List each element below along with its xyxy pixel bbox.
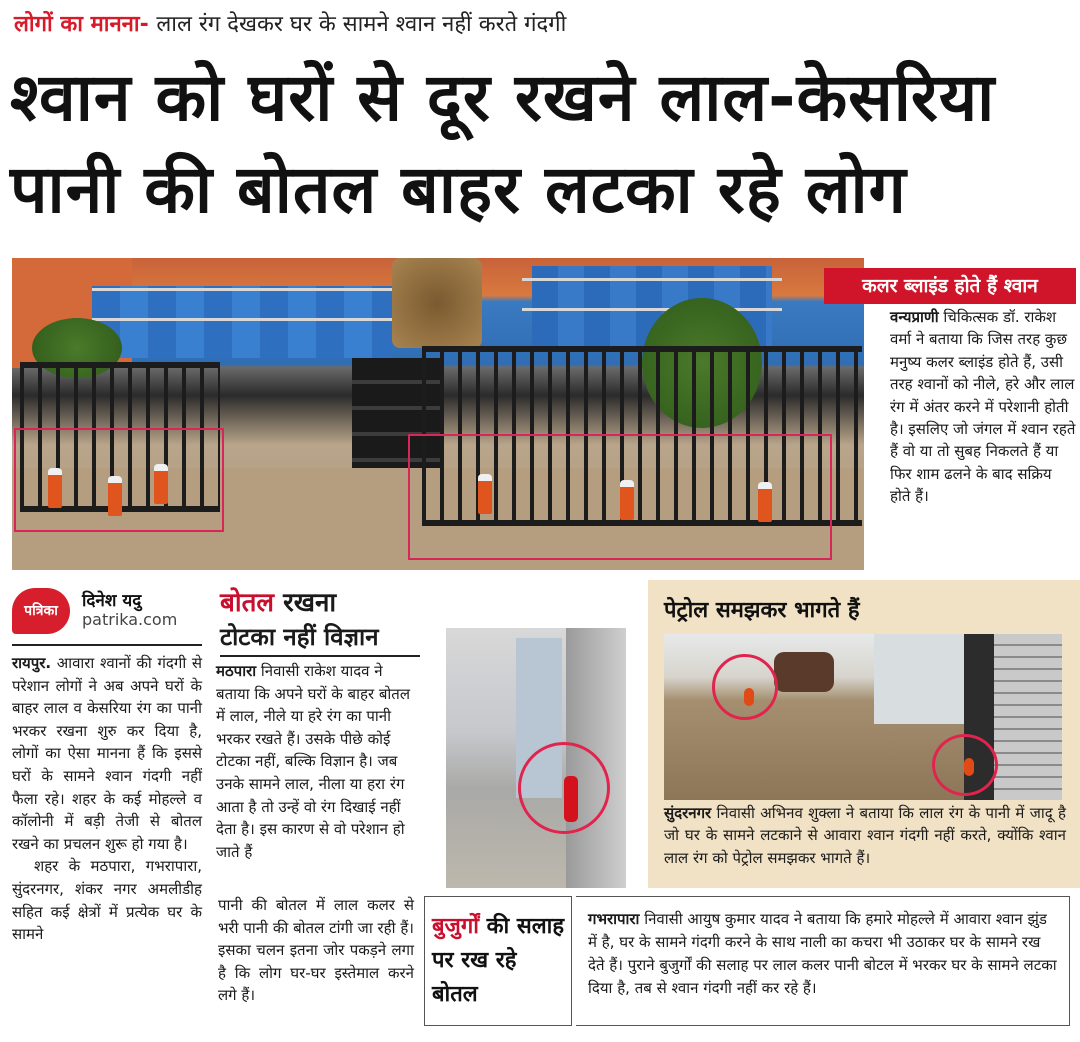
blue-tile-wall-left [92, 286, 392, 358]
middle-lead: मठपारा [216, 662, 257, 680]
railing [522, 308, 782, 311]
author-name: दिनेश यदु [82, 591, 142, 611]
petrol-text [664, 802, 1066, 869]
petrol-title: पेट्रोल समझकर भागते हैं [664, 598, 860, 623]
sidebar-body [890, 306, 1076, 508]
sidebar-title: कलर ब्लाइंड होते हैं श्वान [824, 268, 1076, 304]
highlight-box-right [408, 434, 832, 560]
middle-body: निवासी राकेश यादव ने बताया कि अपने घरों के बाहर बोतल में लाल, नीले या हरे रंग का पानी भरकर रखते हैं। उसके पीछे कोई टोटका नहीं, बल्कि विज्ञान है। जब उनके सामने लाल, नीला या हरा रंग आता है तो उन्हें वो रंग दिखाई नहीं देता है। इस कारण से वो परेशान हो जाते हैं [216, 662, 411, 861]
highlight-circle [932, 734, 998, 796]
middle-head-red: बोतल [220, 588, 275, 618]
petrol-photo [664, 634, 1062, 800]
petrol-lead: सुंदरनगर [664, 804, 712, 822]
left-para-2: शहर के मठपारा, गभरापारा, सुंदरनगर, शंकर नगर अमलीडीह सहित कई क्षेत्रों में प्रत्येक घर के सामने [12, 857, 202, 944]
headline [10, 52, 1070, 236]
kicker-text: लाल रंग देखकर घर के सामने श्वान नहीं करते गंदगी [156, 12, 567, 37]
highlight-circle [518, 742, 610, 834]
sidebar-text: चिकित्सक डॉ. राकेश वर्मा ने बताया कि जिस तरह कुछ मनुष्य कलर ब्लाइंड होते हैं, उसी तरह श्वानों को नीले, हरे और लाल रंग में अंतर करने में परेशानी होती है। इसलिए जो जंगल में श्वान रहते हैं वो या तो सुबह निकलते हैं या फिर शाम ढलने के बाद सक्रिय होते हैं। [890, 308, 1076, 506]
elders-body: निवासी आयुष कुमार यादव ने बताया कि हमारे मोहल्ले में आवारा श्वान झुंड में है, घर के सामने गंदगी करने के साथ नाली का कचरा भी उठाकर घर के सामने रख देते हैं। पुराने बुजुर्गों की सलाह पर लाल कलर पानी बोटल में भरकर घर के सामने लटका दिया है, तब से श्वान गंदगी नहीं कर रहे हैं। [588, 910, 1057, 997]
patrika-logo: पत्रिका [12, 588, 70, 634]
elders-headline [432, 910, 568, 1012]
middle-text-2: पानी की बोतल में लाल कलर से भरी पानी की बोतल टांगी जा रही हैं। इसका चलन इतना जोर पकड़ने लगा है कि लोग घर-घर इस्तेमाल करने लगे हैं। [218, 896, 414, 1005]
middle-text [216, 660, 420, 863]
sidebar-lead: वन्यप्राणी [890, 308, 939, 326]
left-para-1: आवारा श्वानों की गंदगी से परेशान लोगों ने अब अपने घरों के बाहर लाल व केसरिया रंग का पानी भरकर रखना शुरु कर दिया है, लोगों का ऐसा मानना हैं कि इससे घरों के सामने श्वान गंदगी नहीं फैला रहे। शहर के कई मोहल्ले व कॉलोनी में बड़ी तेजी से बोतल रखने का प्रचलन शुरू हो गया है। [12, 654, 202, 853]
highlight-box-left [14, 428, 224, 532]
elders-lead: गभरापारा [588, 910, 640, 928]
petrol-body: निवासी अभिनव शुक्ला ने बताया कि लाल रंग के पानी में जादू है जो घर के सामने लटकाने से आवारा श्वान गंदगी नहीं करते, क्योंकि श्वान लाल रंग को पेट्रोल समझकर भागते हैं। [664, 804, 1066, 867]
railing [522, 278, 782, 281]
tiled-wall [994, 634, 1062, 800]
headline-line-1: श्वान को घरों से दूर रखने लाल-केसरिया [10, 59, 996, 136]
middle-headline-2: टोटका नहीं विज्ञान [220, 620, 420, 657]
middle-head-rest: रखना [274, 588, 337, 618]
main-photo [12, 258, 864, 570]
headline-line-2: पानी की बोतल बाहर लटका रहे लोग [10, 151, 907, 228]
kicker-label: लोगों का मानना- [14, 12, 149, 37]
tree-trunk [392, 258, 482, 348]
dateline: रायपुर. [12, 654, 52, 672]
elders-head-red: बुजुर्गों [432, 914, 479, 939]
railing [92, 288, 392, 291]
parked-bikes [774, 652, 834, 692]
elders-head-rest: की सलाह पर रख रहे बोतल [432, 914, 565, 1007]
author-site: patrika.com [82, 610, 178, 629]
highlight-circle [712, 654, 778, 720]
left-column [12, 652, 202, 946]
middle-headline-1 [220, 583, 336, 619]
kicker-line [14, 8, 566, 42]
railing [92, 318, 392, 321]
byline-divider [12, 644, 202, 646]
elders-text [588, 908, 1060, 1000]
middle-photo [446, 628, 626, 888]
